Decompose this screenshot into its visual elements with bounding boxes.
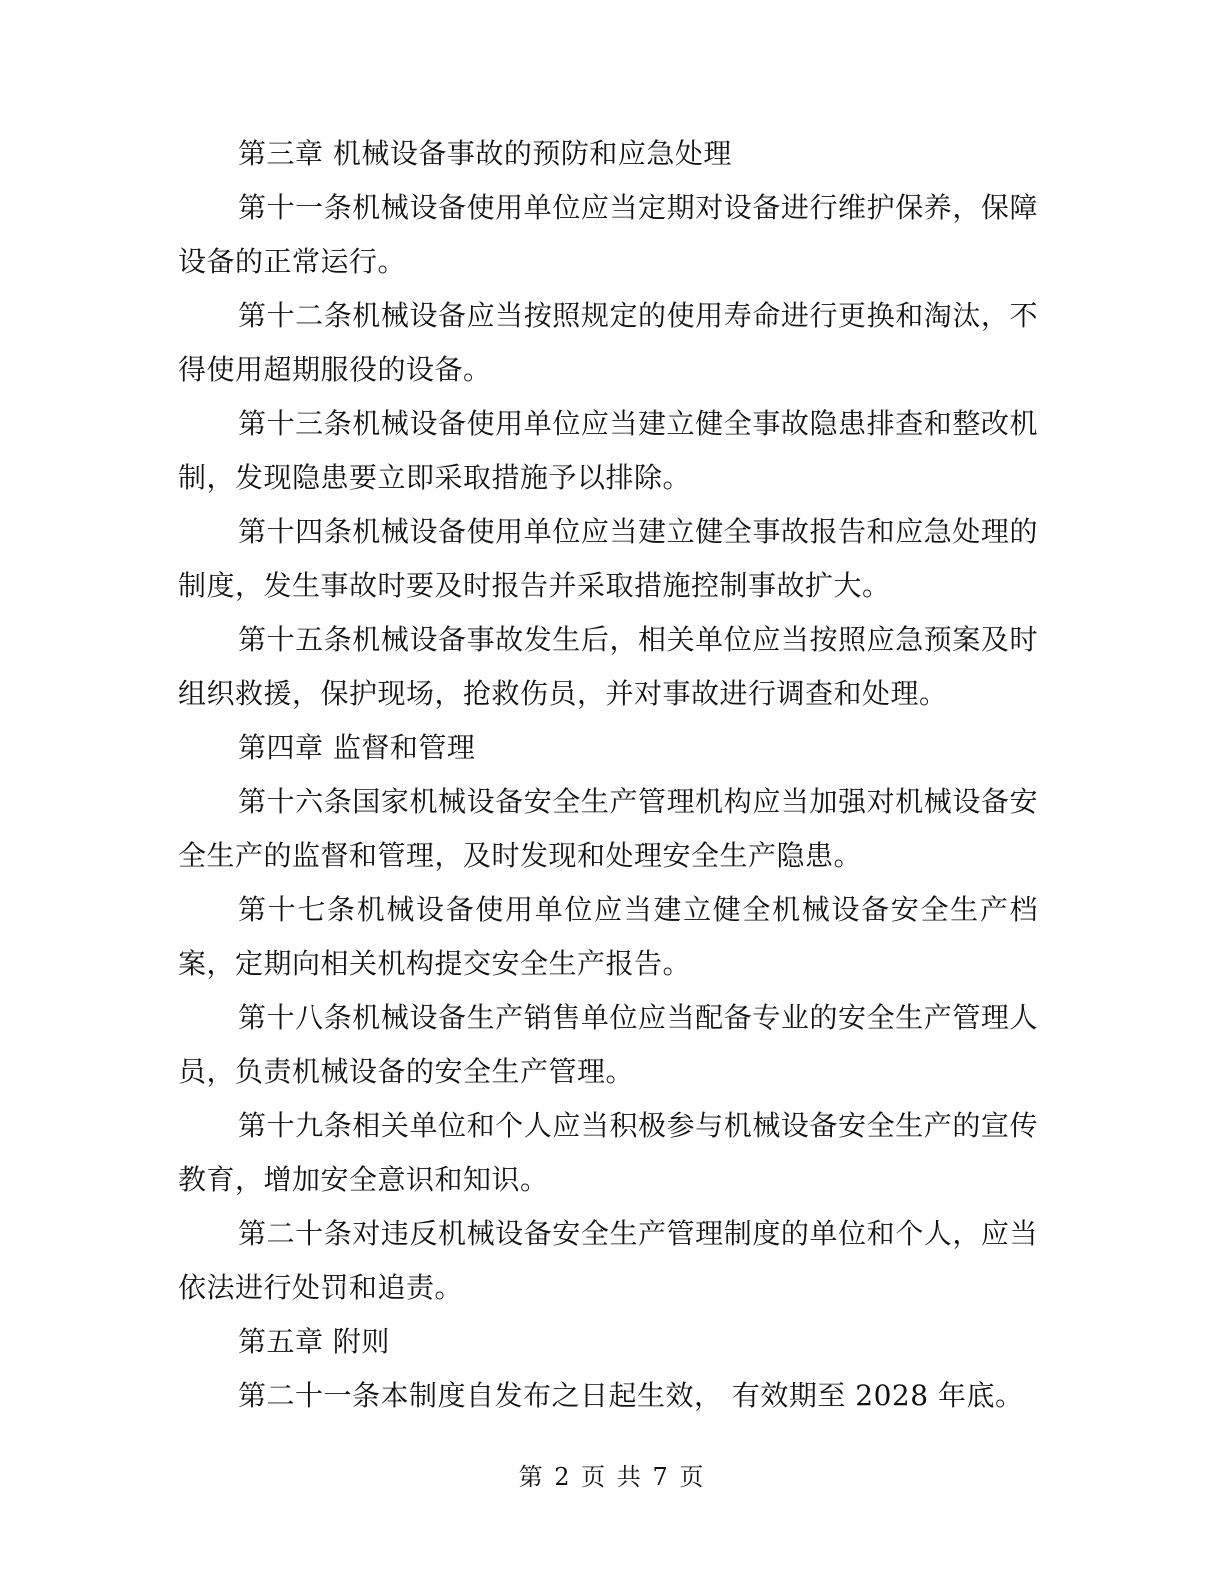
chapter-heading: 第三章 机械设备事故的预防和应急处理: [238, 137, 732, 170]
document-body: [178, 127, 1038, 1423]
article-paragraph: 第十五条机械设备事故发生后，相关单位应当按照应急预案及时组织救援，保护现场，抢救伤员，并对事故进行调查和处理。: [178, 623, 1038, 710]
chapter-heading: 第四章 监督和管理: [238, 731, 476, 764]
article-paragraph: 第十二条机械设备应当按照规定的使用寿命进行更换和淘汰，不得使用超期服役的设备。: [178, 299, 1038, 386]
page-number-footer: 第 2 页 共 7 页: [518, 1463, 706, 1491]
article-paragraph: 第二十一条本制度自发布之日起生效， 有效期至 2028 年底。: [238, 1379, 1024, 1412]
article-paragraph: 第十四条机械设备使用单位应当建立健全事故报告和应急处理的制度，发生事故时要及时报告并采取措施控制事故扩大。: [178, 515, 1038, 602]
article-paragraph: 第十三条机械设备使用单位应当建立健全事故隐患排查和整改机制，发现隐患要立即采取措施予以排除。: [178, 407, 1038, 494]
article-paragraph: 第十九条相关单位和个人应当积极参与机械设备安全生产的宣传教育，增加安全意识和知识。: [178, 1109, 1038, 1196]
article-paragraph: 第十一条机械设备使用单位应当定期对设备进行维护保养，保障设备的正常运行。: [178, 191, 1038, 278]
article-paragraph: 第十八条机械设备生产销售单位应当配备专业的安全生产管理人员，负责机械设备的安全生产管理。: [178, 1001, 1038, 1088]
chapter-heading: 第五章 附则: [238, 1325, 390, 1358]
article-paragraph: 第十六条国家机械设备安全生产管理机构应当加强对机械设备安全生产的监督和管理，及时发现和处理安全生产隐患。: [178, 785, 1038, 872]
article-paragraph: 第二十条对违反机械设备安全生产管理制度的单位和个人，应当依法进行处罚和追责。: [178, 1217, 1038, 1304]
article-paragraph: 第十七条机械设备使用单位应当建立健全机械设备安全生产档案，定期向相关机构提交安全生产报告。: [178, 893, 1038, 980]
